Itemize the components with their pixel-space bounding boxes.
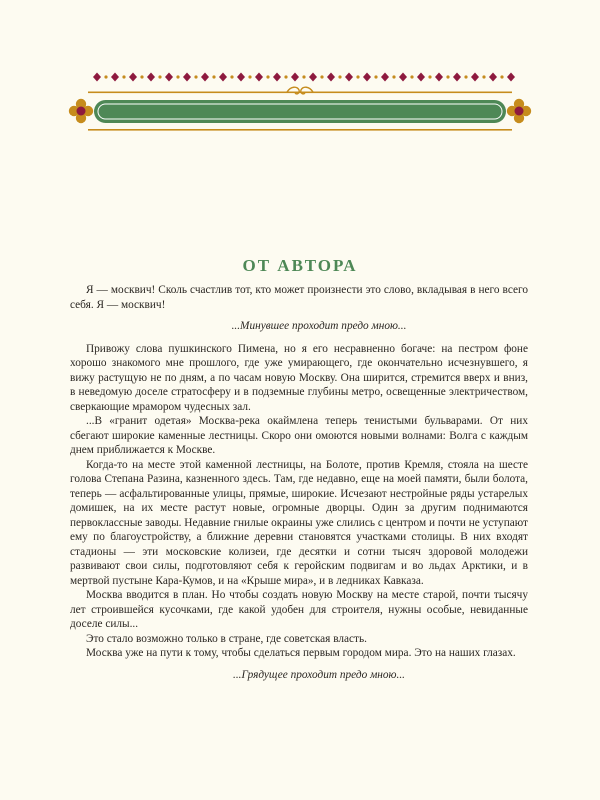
ornament-dot — [446, 75, 449, 78]
ornament-dot — [248, 75, 251, 78]
ornament-dot — [104, 75, 107, 78]
ornament-diamond — [435, 73, 443, 82]
ornament-diamond — [201, 73, 209, 82]
ornament-diamond — [381, 73, 389, 82]
paragraph: Привожу слова пушкинского Пимена, но я его несравненно богаче: на пестром фоне хорошо знакомого мне прошлого, где уже умирающего, где окончательно исчезнувшего, я вижу растущую не по дням, а по часам новую Москву. Она ширится, стремится вверх и вниз, в неведомую доселе стратосферу и в подземные глубины метро, освещенные электричеством, сверкающие мрамором чудесных зал. — [70, 342, 528, 413]
ornament-dot — [122, 75, 125, 78]
ornament-dot — [158, 75, 161, 78]
ornament-dot — [284, 75, 287, 78]
ornament-diamond — [255, 73, 263, 82]
ornament-diamond — [129, 73, 137, 82]
ornament-diamond — [489, 73, 497, 82]
ornament-diamond — [399, 73, 407, 82]
ornament-dot — [176, 75, 179, 78]
paragraph: ...В «гранит одетая» Москва-река окаймлена теперь тенистыми бульварами. От них сбегают широкие каменные лестницы. Скоро они омоются новыми волнами: Волга с каждым днем приближается к Москве. — [70, 415, 528, 456]
ornament-diamond — [363, 73, 371, 82]
ornament-dot — [194, 75, 197, 78]
ornament-diamond — [237, 73, 245, 82]
page-title: ОТ АВТОРА — [242, 256, 358, 275]
ornament-dot — [464, 75, 467, 78]
intro-paragraph: Я — москвич! Сколь счастлив тот, кто может произнести это слово, вкладывая в него всего себя. Я — москвич! — [70, 284, 528, 311]
flower-left-icon — [69, 99, 93, 123]
flower-right-icon — [507, 99, 531, 123]
ornament-gold-line-top — [88, 92, 512, 94]
ornament-dot — [374, 75, 377, 78]
ornament-diamond — [273, 73, 281, 82]
paragraph: Москва уже на пути к тому, чтобы сделаться первым городом мира. Это на наших глазах. — [86, 647, 516, 659]
diamond-row — [93, 73, 515, 82]
ornament-diamond — [93, 73, 101, 82]
ornament-diamond — [309, 73, 317, 82]
ornament-gold-line-bottom — [88, 129, 512, 131]
ornament-diamond — [219, 73, 227, 82]
paragraph: Это стало возможно только в стране, где советская власть. — [86, 632, 367, 645]
ornament-green-band — [94, 100, 506, 123]
ornament-dot — [140, 75, 143, 78]
ornament-diamond — [507, 73, 515, 82]
ornament-diamond — [345, 73, 353, 82]
ornament-dot — [428, 75, 431, 78]
ornament-dot — [482, 75, 485, 78]
epigraph-bottom: ...Грядущее проходит предо мною... — [233, 668, 405, 681]
ornament-diamond — [417, 73, 425, 82]
body-text — [70, 283, 528, 690]
ornament-diamond — [453, 73, 461, 82]
ornament-dot — [392, 75, 395, 78]
ornament-diamond — [111, 73, 119, 82]
header-ornament — [0, 0, 600, 140]
paragraph: Когда-то на месте этой каменной лестницы, на Болоте, против Кремля, стояла на шесте голова Степана Разина, казненного здесь. Там, где недавно, еще на моей памяти, были болота, теперь — асфальтированные улицы, прямые, широкие. Исчезают нестройные ряды устарелых домишек, на их месте растут новые, огромные дворцы. Один за другим поднимаются первоклассные заводы. Недавние гнилые окраины уже слились с центром и почти не уступают ему по благоустройству, а ближние деревни становятся участками столицы. В них входят стадионы — эти московские колизеи, где десятки и сотни тысяч здоровой молодежи развивают свои силы, подготовляют себя к геройским подвигам и во льдах Арктики, и в мертвой пустыне Кара-Кумов, и на «Крыше мира», и в ледниках Кавказа. — [70, 458, 528, 587]
ornament-dot — [302, 75, 305, 78]
ornament-diamond — [291, 73, 299, 82]
ornament-diamond — [165, 73, 173, 82]
ornament-dot — [212, 75, 215, 78]
paragraph: Москва вводится в план. Но чтобы создать новую Москву на месте старой, почти тысячу лет строившейся кусочками, где какой удобен для строителя, нужны особые, невиданные доселе силы... — [70, 589, 528, 630]
ornament-diamond — [471, 73, 479, 82]
ornament-diamond — [183, 73, 191, 82]
ornament-diamond — [327, 73, 335, 82]
ornament-dot — [338, 75, 341, 78]
ornament-dot — [230, 75, 233, 78]
ornament-diamond — [147, 73, 155, 82]
ornament-dot — [410, 75, 413, 78]
ornament-dot — [320, 75, 323, 78]
epigraph-top: ...Минувшее проходит предо мною... — [231, 320, 407, 332]
ornament-dot — [500, 75, 503, 78]
ornament-dot — [266, 75, 269, 78]
ornament-dot — [356, 75, 359, 78]
